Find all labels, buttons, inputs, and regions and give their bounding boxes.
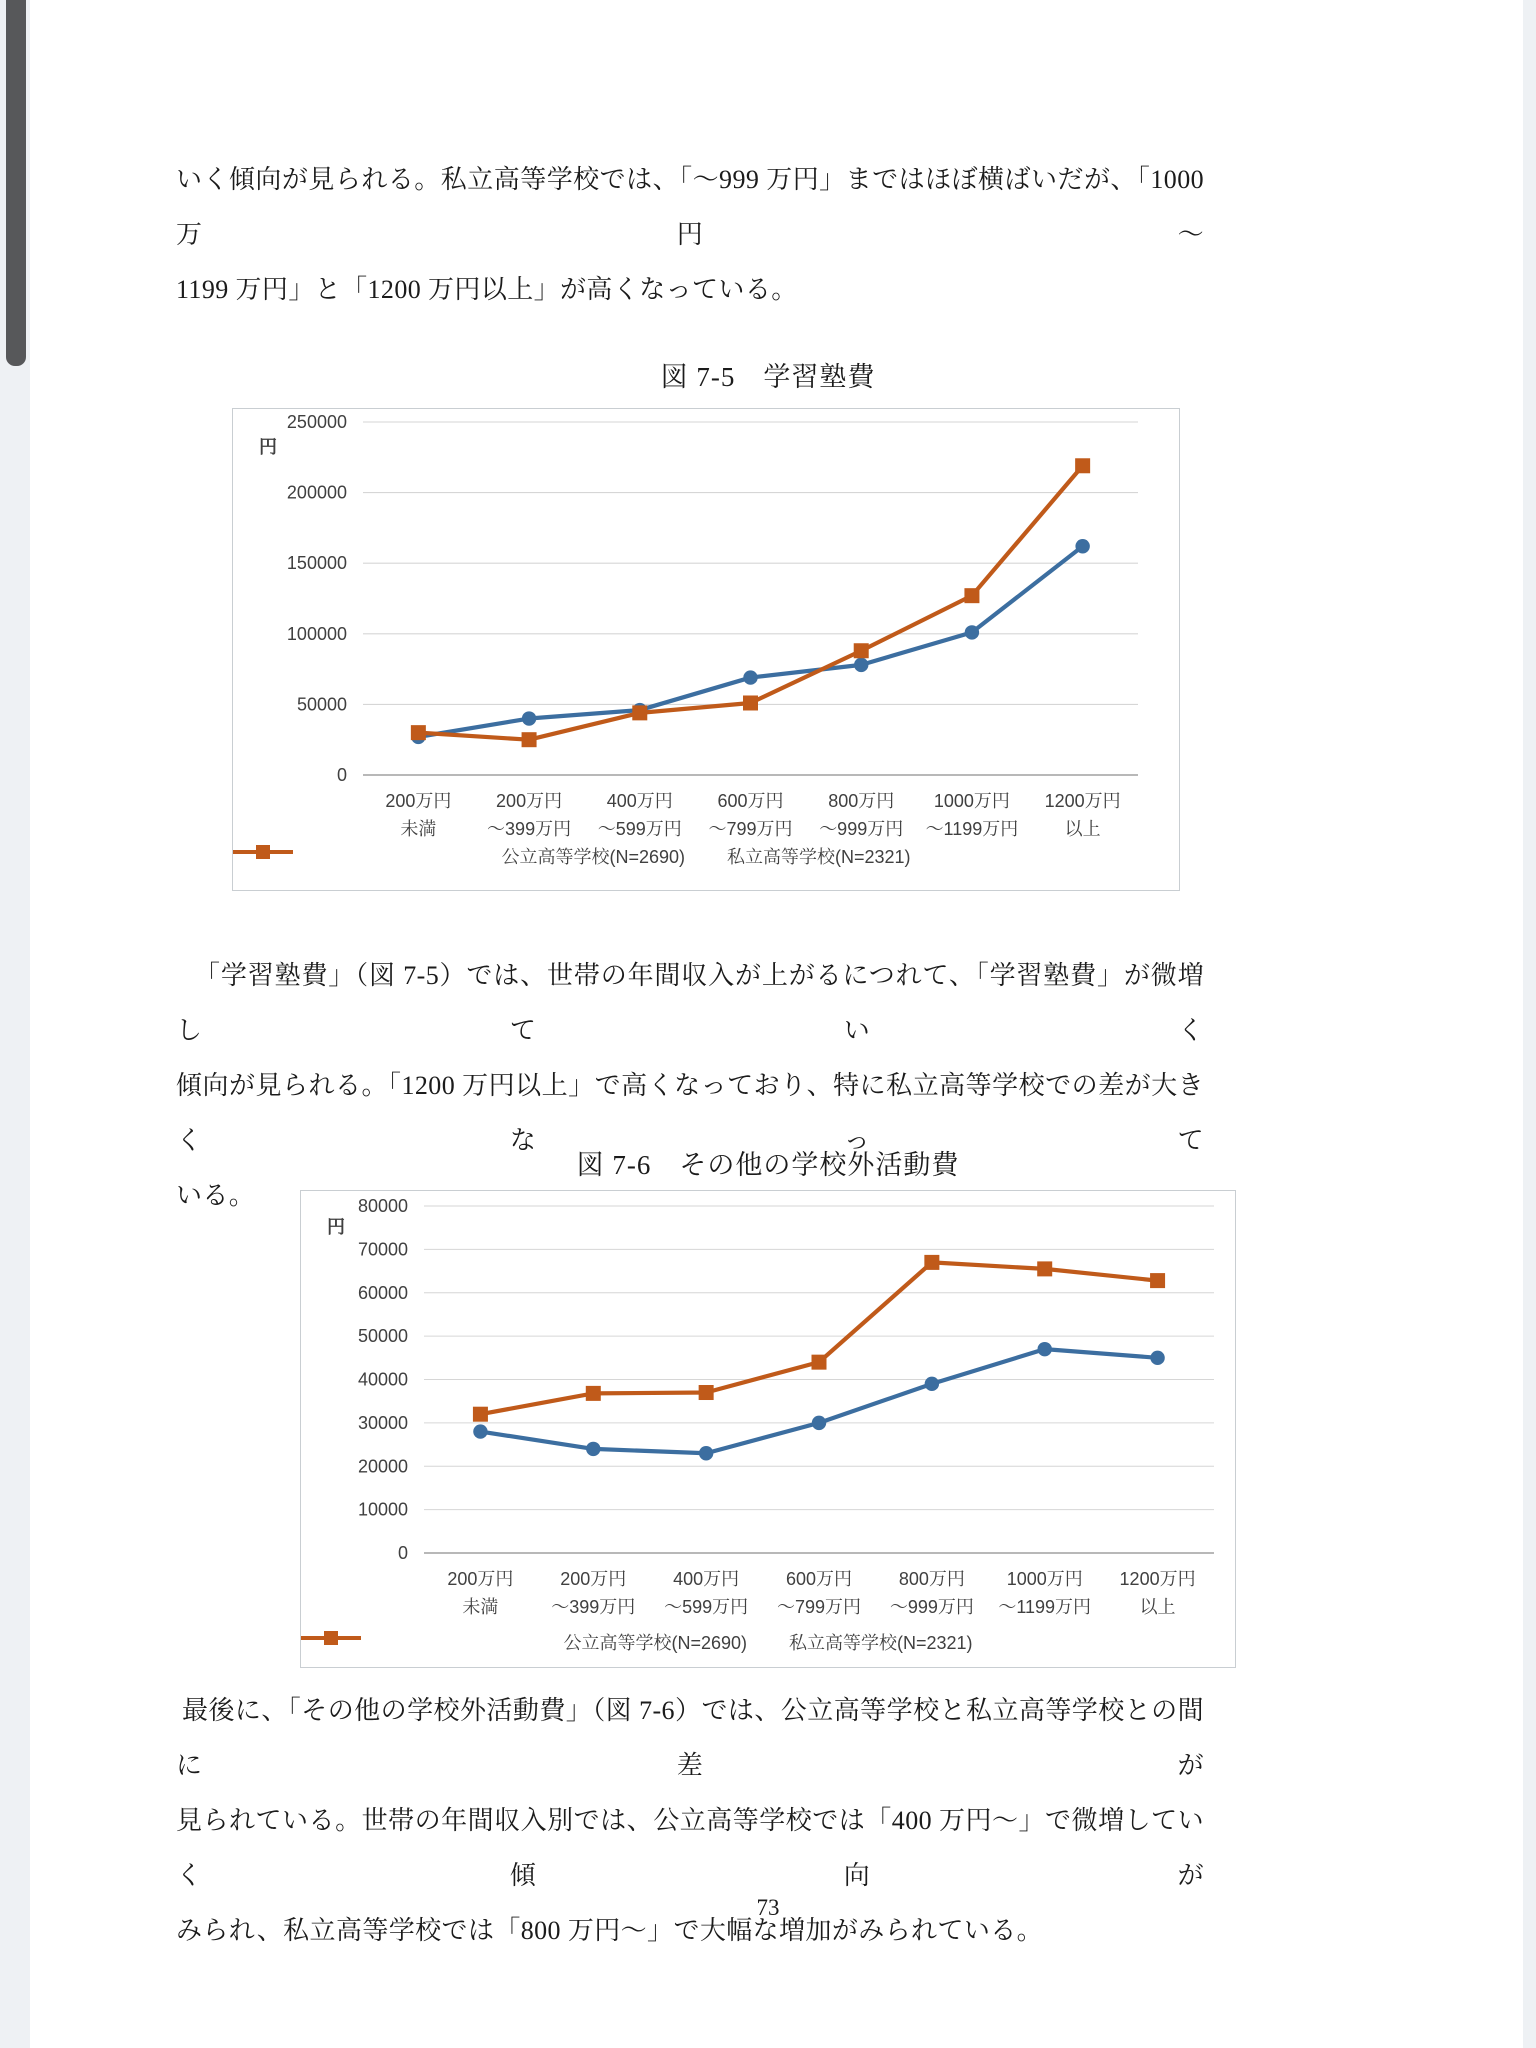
y-axis-unit-label: 円: [327, 1217, 345, 1237]
x-category-label: 1200万円以上: [1119, 1569, 1196, 1617]
marker-public: [1038, 1342, 1052, 1356]
legend-label: 公立高等学校(N=2690): [563, 1633, 747, 1653]
marker-private: [1075, 458, 1090, 473]
paragraph-line: 「学習塾費」（図 7-5）では、世帯の年間収入が上がるにつれて、「学習塾費」が微増していく: [176, 961, 1204, 1045]
marker-private: [632, 705, 647, 720]
legend-marker-private: [301, 1629, 361, 1647]
marker-public: [925, 1377, 939, 1391]
y-tick-label: 70000: [357, 1239, 408, 1260]
y-tick-label: 30000: [357, 1412, 408, 1433]
marker-private: [1037, 1261, 1052, 1276]
y-tick-label: 50000: [357, 1326, 408, 1347]
paragraph-line: いく傾向が見られる。私立高等学校では、「～999 万円」まではほぼ横ばいだが、「1000 万円～: [176, 165, 1204, 249]
y-tick-label: 200000: [286, 482, 347, 503]
y-axis-unit-label: 円: [259, 437, 277, 457]
paragraph-line: 1199 万円」と「1200 万円以上」が高くなっている。: [176, 275, 798, 304]
scrollbar-track-right: [1523, 0, 1536, 2048]
x-category-label: 200万円未満: [385, 791, 452, 839]
y-tick-label: 150000: [286, 553, 347, 574]
legend-label: 私立高等学校(N=2321): [727, 847, 911, 867]
paragraph-top: [176, 152, 1204, 317]
x-category-label: 200万円未満: [447, 1569, 514, 1617]
x-category-label: 200万円～399万円: [551, 1569, 636, 1617]
y-tick-label: 250000: [286, 412, 347, 432]
marker-private: [1150, 1273, 1165, 1288]
chart-legend: [301, 1629, 1235, 1655]
x-category-label: 400万円～599万円: [664, 1569, 749, 1617]
figure-7-5-caption: 図 7-5 学習塾費: [660, 362, 876, 392]
marker-private: [964, 588, 979, 603]
page-number: 73: [756, 1895, 780, 1920]
legend-item-private: [727, 843, 911, 869]
paragraph-line: いる。: [176, 1181, 256, 1210]
chart-figure-7-5: [232, 408, 1180, 891]
marker-private: [924, 1255, 939, 1270]
marker-public: [1150, 1351, 1164, 1365]
marker-public: [586, 1442, 600, 1456]
paragraph-line: 傾向が見られる。「1200 万円以上」で高くなっており、特に私立高等学校での差が大きくなって: [176, 1071, 1204, 1155]
legend-marker-private: [233, 843, 293, 861]
x-category-label: 800万円～999万円: [819, 791, 904, 839]
x-category-label: 600万円～799万円: [776, 1569, 862, 1617]
chart-legend: [233, 843, 1179, 869]
x-category-label: 1000万円～1199万円: [925, 791, 1019, 839]
marker-public: [1075, 539, 1089, 553]
y-tick-label: 40000: [357, 1369, 408, 1390]
y-tick-label: 20000: [357, 1456, 408, 1477]
series-line-private: [480, 1262, 1157, 1414]
other-activity-expense-line-chart: [301, 1191, 1237, 1669]
x-category-label: 800万円～999万円: [889, 1569, 974, 1617]
scrollbar-track-left: [0, 0, 30, 2048]
marker-private: [473, 1407, 488, 1422]
legend-label: 公立高等学校(N=2690): [501, 847, 685, 867]
marker-private: [743, 695, 758, 710]
y-tick-label: 60000: [357, 1282, 408, 1303]
marker-public: [522, 711, 536, 725]
legend-item-public: [501, 843, 685, 869]
marker-public: [812, 1416, 826, 1430]
juku-expense-line-chart: [233, 409, 1181, 892]
marker-private: [854, 643, 869, 658]
legend-item-private: [789, 1629, 973, 1655]
y-tick-label: 100000: [286, 623, 347, 644]
x-category-label: 1000万円～1199万円: [998, 1569, 1092, 1617]
marker-public: [473, 1424, 487, 1438]
marker-public: [699, 1446, 713, 1460]
y-tick-label: 0: [336, 765, 347, 785]
marker-public: [854, 658, 868, 672]
y-tick-label: 80000: [357, 1196, 408, 1216]
marker-private: [522, 732, 537, 747]
marker-private: [699, 1385, 714, 1400]
y-tick-label: 50000: [296, 694, 347, 715]
chart-figure-7-6: [300, 1190, 1236, 1668]
marker-private: [812, 1355, 827, 1370]
marker-private: [586, 1386, 601, 1401]
figure-7-6-caption: 図 7-6 その他の学校外活動費: [576, 1150, 960, 1180]
y-tick-label: 10000: [357, 1499, 408, 1520]
marker-public: [743, 670, 757, 684]
legend-label: 私立高等学校(N=2321): [789, 1633, 973, 1653]
marker-private: [411, 725, 426, 740]
paragraph-line: 最後に、「その他の学校外活動費」（図 7-6）では、公立高等学校と私立高等学校との間に差が: [176, 1696, 1204, 1780]
scrollbar-thumb[interactable]: [6, 0, 26, 366]
x-category-label: 1200万円以上: [1044, 791, 1121, 839]
paragraph-line: 見られている。世帯の年間収入別では、公立高等学校では「400 万円～」で微増していく傾向が: [176, 1806, 1204, 1890]
marker-public: [965, 625, 979, 639]
paragraph-line: みられ、私立高等学校では「800 万円～」で大幅な増加がみられている。: [176, 1916, 1044, 1945]
legend-item-public: [563, 1629, 747, 1655]
x-category-label: 400万円～599万円: [597, 791, 682, 839]
x-category-label: 200万円～399万円: [487, 791, 572, 839]
y-tick-label: 0: [397, 1543, 408, 1563]
x-category-label: 600万円～799万円: [708, 791, 793, 839]
